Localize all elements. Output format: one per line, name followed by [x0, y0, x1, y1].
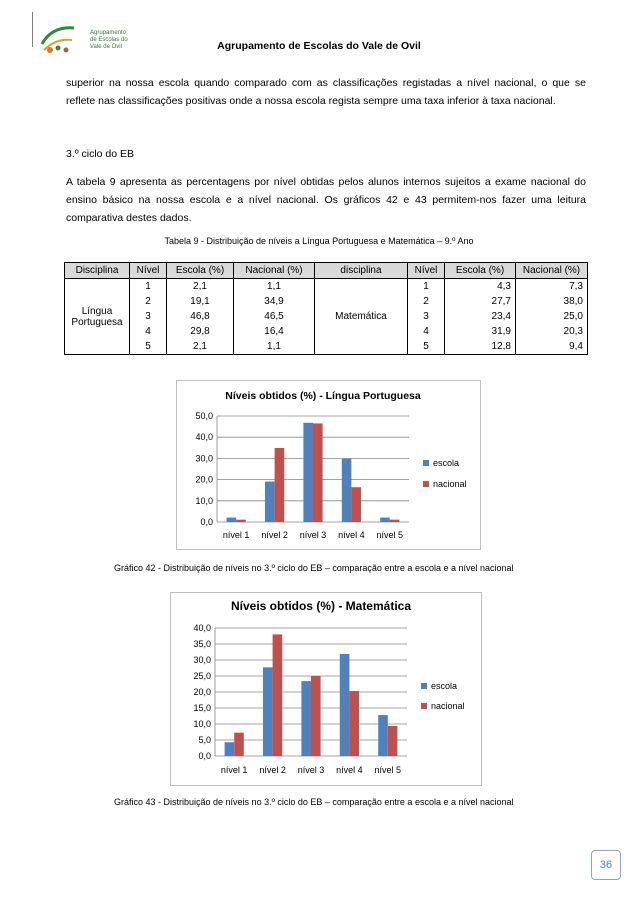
bar-nacional — [275, 448, 285, 522]
national-pct-cell: 16,4 — [234, 324, 315, 339]
paragraph-1-line-2: reflete nas classificações positivas onde a nossa escola regista sempre uma taxa inferior à taxa nacional. — [66, 95, 556, 107]
chart-caption-42: Gráfico 42 - Distribuição de níveis no 3.º ciclo do EB – comparação entre a escola e a nível nacional — [114, 563, 514, 573]
national-pct-cell: 7,3 — [516, 279, 588, 295]
y-tick-label: 10,0 — [193, 719, 211, 729]
levels-table — [64, 262, 588, 355]
table-header: Nível — [408, 263, 445, 279]
table-caption: Tabela 9 - Distribuição de níveis a Língua Portuguesa e Matemática – 9.º Ano — [164, 236, 474, 246]
bar-nacional — [311, 676, 321, 756]
subject-portuguese-line-1: Língua — [81, 305, 113, 317]
y-tick-label: 35,0 — [193, 639, 211, 649]
legend-swatch-nacional — [421, 703, 427, 709]
chart-title: Níveis obtidos (%) - Matemática — [230, 599, 412, 613]
level-cell: 4 — [408, 324, 445, 339]
school-pct-cell: 2,1 — [167, 339, 234, 355]
chart-portuguese — [176, 380, 481, 550]
paragraph-2-line-3: comparativa destes dados. — [66, 212, 192, 224]
y-tick-label: 40,0 — [193, 623, 211, 633]
paragraph-2-line-1: A tabela 9 apresenta as percentagens por nível obtidas pelos alunos internos sujeitos a exame nacional do — [66, 176, 586, 188]
bar-nacional — [388, 726, 398, 756]
y-tick-label: 25,0 — [193, 671, 211, 681]
paragraph-1-line-1: superior na nossa escola quando comparado com as classificações registadas a nível nacional, o que se — [66, 77, 586, 89]
page-number: 36 — [591, 850, 621, 880]
bar-nacional — [273, 634, 283, 756]
table-header: Nível — [130, 263, 167, 279]
chart-title: Níveis obtidos (%) - Língua Portuguesa — [225, 390, 421, 402]
y-tick-label: 30,0 — [193, 655, 211, 665]
paragraph-2-line-2: ensino básico na nossa escola e a nível nacional. Os gráficos 42 e 43 permitem-nos fazer uma leitura — [66, 194, 586, 206]
subject-portuguese-line-2: Portuguesa — [71, 316, 123, 328]
bar-nacional — [351, 487, 361, 522]
y-tick-label: 50,0 — [195, 411, 213, 421]
x-tick-label: nível 2 — [261, 530, 288, 540]
school-pct-cell: 2,1 — [167, 279, 234, 295]
school-pct-cell: 46,8 — [167, 309, 234, 324]
y-tick-label: 5,0 — [198, 735, 211, 745]
y-tick-label: 40,0 — [195, 432, 213, 443]
legend-label: escola — [431, 681, 458, 691]
level-cell: 1 — [130, 279, 167, 295]
legend-label: escola — [433, 458, 460, 468]
bar-escola — [301, 681, 311, 756]
y-tick-label: 0,0 — [200, 517, 213, 527]
level-cell: 3 — [130, 309, 167, 324]
bar-escola — [342, 459, 352, 522]
bar-nacional — [236, 520, 246, 522]
bar-escola — [378, 715, 388, 756]
x-tick-label: nível 1 — [220, 765, 248, 775]
bar-escola — [263, 667, 273, 756]
paragraph-1 — [66, 74, 586, 110]
y-tick-label: 20,0 — [193, 687, 211, 697]
y-tick-label: 15,0 — [193, 703, 211, 713]
y-tick-label: 0,0 — [198, 751, 211, 761]
y-tick-label: 20,0 — [195, 474, 213, 485]
bar-nacional — [390, 520, 400, 522]
chart-math — [170, 592, 482, 786]
legend-swatch-escola — [421, 683, 427, 689]
table-header: Escola (%) — [445, 263, 516, 279]
school-pct-cell: 19,1 — [167, 294, 234, 309]
bar-nacional — [313, 423, 323, 522]
national-pct-cell: 9,4 — [516, 339, 588, 355]
legend-label: nacional — [433, 479, 467, 489]
table-row — [65, 279, 588, 295]
bar-escola — [380, 518, 390, 522]
level-cell: 1 — [408, 279, 445, 295]
table-header: disciplina — [315, 263, 408, 279]
legend-label: nacional — [431, 701, 465, 711]
x-tick-label: nível 1 — [222, 530, 250, 540]
table-header: Escola (%) — [167, 263, 234, 279]
chart-portuguese-svg — [177, 381, 480, 549]
level-cell: 2 — [408, 294, 445, 309]
national-pct-cell: 1,1 — [234, 339, 315, 355]
x-tick-label: nível 4 — [338, 530, 365, 540]
national-pct-cell: 25,0 — [516, 309, 588, 324]
bar-nacional — [234, 733, 244, 756]
national-pct-cell: 20,3 — [516, 324, 588, 339]
national-pct-cell: 46,5 — [234, 309, 315, 324]
y-tick-label: 10,0 — [195, 495, 213, 506]
y-tick-label: 30,0 — [195, 453, 213, 464]
subject-math: Matemática — [315, 279, 408, 355]
logo-text-2: de Escolas do — [90, 37, 128, 43]
national-pct-cell: 38,0 — [516, 294, 588, 309]
subject-portuguese — [65, 279, 130, 355]
x-tick-label: nível 3 — [297, 765, 325, 775]
level-cell: 5 — [130, 339, 167, 355]
chart-math-svg — [171, 593, 481, 785]
level-cell: 4 — [130, 324, 167, 339]
school-pct-cell: 12,8 — [445, 339, 516, 355]
school-pct-cell: 4,3 — [445, 279, 516, 295]
header-title: Agrupamento de Escolas do Vale de Ovil — [217, 40, 421, 52]
table-header: Nacional (%) — [234, 263, 315, 279]
x-tick-label: nível 5 — [374, 765, 402, 775]
paragraph-2 — [66, 173, 586, 227]
logo-text-1: Agrupamento — [90, 30, 127, 36]
school-pct-cell: 29,8 — [167, 324, 234, 339]
table-header: Nacional (%) — [516, 263, 588, 279]
school-pct-cell: 23,4 — [445, 309, 516, 324]
level-cell: 2 — [130, 294, 167, 309]
level-cell: 5 — [408, 339, 445, 355]
bar-nacional — [349, 691, 359, 756]
table-header-row — [65, 263, 588, 279]
legend-swatch-nacional — [423, 481, 429, 487]
bar-escola — [225, 742, 235, 756]
x-tick-label: nível 2 — [259, 765, 286, 775]
legend-swatch-escola — [423, 460, 429, 466]
x-tick-label: nível 5 — [376, 530, 404, 540]
national-pct-cell: 34,9 — [234, 294, 315, 309]
logo-text-3: Vale de Ovil — [90, 44, 122, 50]
level-cell: 3 — [408, 309, 445, 324]
bar-escola — [227, 518, 237, 522]
x-tick-label: nível 4 — [336, 765, 363, 775]
section-heading: 3.º ciclo do EB — [66, 148, 135, 160]
table-header: Disciplina — [65, 263, 130, 279]
school-pct-cell: 31,9 — [445, 324, 516, 339]
chart-caption-43: Gráfico 43 - Distribuição de níveis no 3.º ciclo do EB – comparação entre a escola e a nível nacional — [114, 797, 514, 807]
school-pct-cell: 27,7 — [445, 294, 516, 309]
bar-escola — [303, 423, 313, 522]
bar-escola — [265, 482, 275, 522]
bar-escola — [340, 654, 350, 756]
national-pct-cell: 1,1 — [234, 279, 315, 295]
x-tick-label: nível 3 — [299, 530, 327, 540]
